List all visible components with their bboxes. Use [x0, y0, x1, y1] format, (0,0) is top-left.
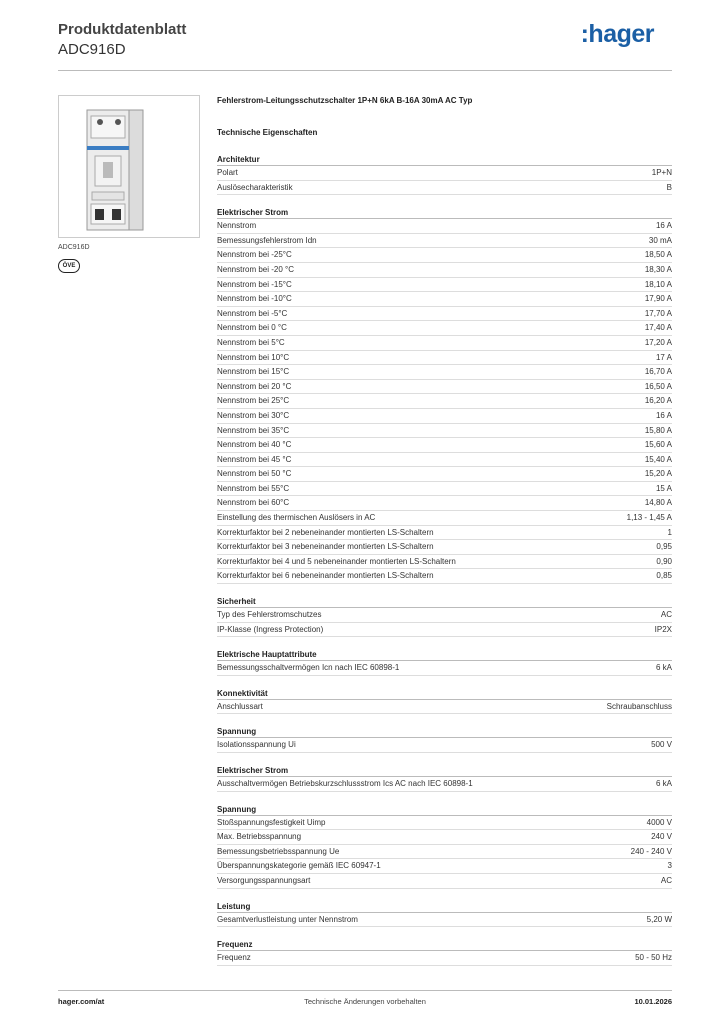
- spec-row: [217, 263, 672, 278]
- spec-row: [217, 951, 672, 966]
- spec-label: Korrekturfaktor bei 6 nebeneinander montierten LS-Schaltern: [217, 571, 434, 581]
- spec-label: Nennstrom bei 30°C: [217, 410, 290, 420]
- spec-label: Nennstrom bei 20 °C: [217, 381, 292, 391]
- spec-label: Isolationsspannung Ui: [217, 740, 296, 750]
- spec-section: [217, 207, 672, 584]
- spec-value: 16,50 A: [644, 381, 672, 391]
- spec-value: 50 - 50 Hz: [635, 953, 672, 963]
- spec-value: AC: [660, 610, 672, 620]
- spec-row: [217, 496, 672, 511]
- spec-row: [217, 859, 672, 874]
- spec-row: [217, 482, 672, 497]
- spec-value: 0,85: [656, 571, 672, 581]
- spec-row: [217, 409, 672, 424]
- spec-value: 17,70 A: [644, 308, 672, 318]
- spec-label: Typ des Fehlerstromschutzes: [217, 610, 322, 620]
- spec-label: Anschlussart: [217, 701, 263, 711]
- spec-row: [217, 248, 672, 263]
- spec-label: Nennstrom bei 50 °C: [217, 469, 292, 479]
- product-column: [58, 95, 200, 273]
- page-header: [58, 20, 672, 70]
- spec-section: [217, 688, 672, 715]
- spec-value: 5,20 W: [646, 914, 672, 924]
- spec-row: [217, 845, 672, 860]
- section-title: Leistung: [217, 901, 672, 913]
- spec-label: Nennstrom: [217, 221, 257, 231]
- spec-label: Nennstrom bei 25°C: [217, 396, 290, 406]
- spec-value: 17 A: [655, 352, 672, 362]
- spec-value: 15,80 A: [644, 425, 672, 435]
- spec-value: 4000 V: [646, 817, 672, 827]
- spec-row: [217, 424, 672, 439]
- spec-row: [217, 874, 672, 889]
- spec-label: Frequenz: [217, 953, 251, 963]
- spec-sections: [217, 154, 672, 966]
- spec-label: Nennstrom bei 35°C: [217, 425, 290, 435]
- breaker-illustration: [59, 96, 201, 239]
- spec-section: [217, 804, 672, 889]
- spec-row: [217, 608, 672, 623]
- spec-row: [217, 661, 672, 676]
- spec-row: [217, 321, 672, 336]
- section-title: Sicherheit: [217, 596, 672, 608]
- spec-label: Gesamtverlustleistung unter Nennstrom: [217, 914, 358, 924]
- spec-label: Nennstrom bei 45 °C: [217, 454, 292, 464]
- image-caption: ADC916D: [58, 244, 90, 251]
- spec-value: AC: [660, 875, 672, 885]
- spec-value: 3: [667, 861, 672, 871]
- spec-row: [217, 365, 672, 380]
- spec-label: Polart: [217, 168, 238, 177]
- section-title: Spannung: [217, 804, 672, 816]
- section-title: Elektrische Hauptattribute: [217, 649, 672, 661]
- spec-row: [217, 526, 672, 541]
- spec-value: 16,70 A: [644, 367, 672, 377]
- spec-value: 30 mA: [648, 235, 672, 245]
- technical-heading: Technische Eigenschaften: [217, 128, 318, 137]
- section-title: Elektrischer Strom: [217, 207, 672, 219]
- spec-value: 15,20 A: [644, 469, 672, 479]
- spec-label: Bemessungsschaltvermögen Icn nach IEC 60898-1: [217, 663, 400, 673]
- spec-value: 1: [667, 527, 672, 537]
- spec-section: [217, 154, 672, 195]
- specification-column: [217, 96, 672, 966]
- spec-row: [217, 569, 672, 584]
- spec-value: 16 A: [655, 221, 672, 231]
- spec-value: 16 A: [655, 410, 672, 420]
- spec-label: Nennstrom bei 0 °C: [217, 323, 287, 333]
- spec-row: [217, 438, 672, 453]
- spec-row: [217, 816, 672, 831]
- spec-value: 17,40 A: [644, 323, 672, 333]
- spec-label: Bemessungsbetriebsspannung Ue: [217, 846, 340, 856]
- spec-label: Korrekturfaktor bei 2 nebeneinander montierten LS-Schaltern: [217, 527, 434, 537]
- spec-label: Korrekturfaktor bei 3 nebeneinander montierten LS-Schaltern: [217, 542, 434, 552]
- spec-value: 18,30 A: [644, 264, 672, 274]
- certification-icon: ÖVE: [58, 259, 80, 273]
- document-title: Produktdatenblatt: [58, 21, 187, 38]
- spec-label: Ausschaltvermögen Betriebskurzschlussstrom Ics AC nach IEC 60898-1: [217, 779, 473, 788]
- spec-section: [217, 649, 672, 676]
- spec-label: Nennstrom bei -20 °C: [217, 264, 295, 274]
- spec-row: [217, 467, 672, 482]
- spec-value: Schraubanschluss: [606, 701, 672, 711]
- spec-value: 1,13 - 1,45 A: [626, 513, 672, 523]
- spec-value: 16,20 A: [644, 396, 672, 406]
- article-number: ADC916D: [58, 41, 126, 58]
- spec-row: [217, 700, 672, 715]
- spec-value: 15 A: [655, 483, 672, 493]
- hager-logo: :hager: [580, 20, 654, 48]
- spec-value: 500 V: [651, 740, 672, 750]
- footer-website[interactable]: hager.com/at: [58, 997, 105, 1006]
- spec-row: [217, 234, 672, 249]
- product-description: Fehlerstrom-Leitungsschutzschalter 1P+N 6kA B-16A 30mA AC Typ: [217, 96, 473, 105]
- spec-label: Nennstrom bei -15°C: [217, 279, 292, 289]
- spec-row: [217, 511, 672, 526]
- spec-row: [217, 777, 672, 792]
- spec-label: Nennstrom bei -5°C: [217, 308, 288, 318]
- spec-section: [217, 596, 672, 637]
- spec-label: Versorgungsspannungsart: [217, 875, 311, 885]
- spec-row: [217, 292, 672, 307]
- spec-label: Korrekturfaktor bei 4 und 5 nebeneinander montierten LS-Schaltern: [217, 556, 456, 566]
- spec-section: [217, 939, 672, 966]
- spec-label: Bemessungsfehlerstrom Idn: [217, 235, 317, 245]
- spec-value: 1P+N: [651, 168, 672, 177]
- spec-row: [217, 738, 672, 753]
- spec-label: Stoßspannungsfestigkeit Uimp: [217, 817, 326, 827]
- spec-value: IP2X: [654, 624, 672, 634]
- spec-label: Nennstrom bei 5°C: [217, 337, 285, 347]
- spec-value: 240 V: [651, 832, 672, 842]
- spec-row: [217, 830, 672, 845]
- spec-label: Nennstrom bei 10°C: [217, 352, 290, 362]
- footer-divider: [58, 990, 672, 991]
- spec-label: Nennstrom bei 55°C: [217, 483, 290, 493]
- spec-section: [217, 726, 672, 753]
- header-divider: [58, 70, 672, 71]
- spec-row: [217, 913, 672, 928]
- spec-value: 0,95: [656, 542, 672, 552]
- section-title: Architektur: [217, 154, 672, 166]
- spec-section: [217, 901, 672, 928]
- spec-value: 6 kA: [655, 779, 672, 788]
- spec-value: 18,10 A: [644, 279, 672, 289]
- spec-row: [217, 351, 672, 366]
- spec-label: Einstellung des thermischen Auslösers in AC: [217, 513, 376, 523]
- product-image: [58, 95, 200, 238]
- spec-value: B: [666, 182, 672, 192]
- spec-value: 15,40 A: [644, 454, 672, 464]
- spec-label: Überspannungskategorie gemäß IEC 60947-1: [217, 861, 381, 871]
- spec-row: [217, 336, 672, 351]
- spec-row: [217, 166, 672, 181]
- spec-label: Max. Betriebsspannung: [217, 832, 302, 842]
- spec-value: 18,50 A: [644, 250, 672, 260]
- spec-row: [217, 453, 672, 468]
- spec-value: 0,90: [656, 556, 672, 566]
- spec-label: Nennstrom bei 40 °C: [217, 440, 292, 450]
- spec-row: [217, 540, 672, 555]
- spec-row: [217, 394, 672, 409]
- footer-date: 10.01.2026: [634, 997, 672, 1006]
- spec-row: [217, 278, 672, 293]
- spec-row: [217, 181, 672, 196]
- spec-row: [217, 307, 672, 322]
- spec-row: [217, 219, 672, 234]
- footer-notice: Technische Änderungen vorbehalten: [304, 997, 426, 1006]
- section-title: Spannung: [217, 726, 672, 738]
- spec-value: 17,90 A: [644, 294, 672, 304]
- spec-section: [217, 765, 672, 792]
- section-title: Frequenz: [217, 939, 672, 951]
- spec-value: 6 kA: [655, 663, 672, 673]
- section-title: Konnektivität: [217, 688, 672, 700]
- spec-label: Nennstrom bei -10°C: [217, 294, 292, 304]
- spec-label: Auslösecharakteristik: [217, 182, 293, 192]
- spec-value: 15,60 A: [644, 440, 672, 450]
- spec-value: 17,20 A: [644, 337, 672, 347]
- spec-label: Nennstrom bei 15°C: [217, 367, 290, 377]
- spec-value: 240 - 240 V: [630, 846, 672, 856]
- spec-value: 14,80 A: [644, 498, 672, 508]
- spec-label: Nennstrom bei 60°C: [217, 498, 290, 508]
- spec-row: [217, 380, 672, 395]
- spec-label: Nennstrom bei -25°C: [217, 250, 292, 260]
- section-title: Elektrischer Strom: [217, 765, 672, 777]
- spec-row: [217, 555, 672, 570]
- spec-row: [217, 623, 672, 638]
- spec-label: IP-Klasse (Ingress Protection): [217, 624, 324, 634]
